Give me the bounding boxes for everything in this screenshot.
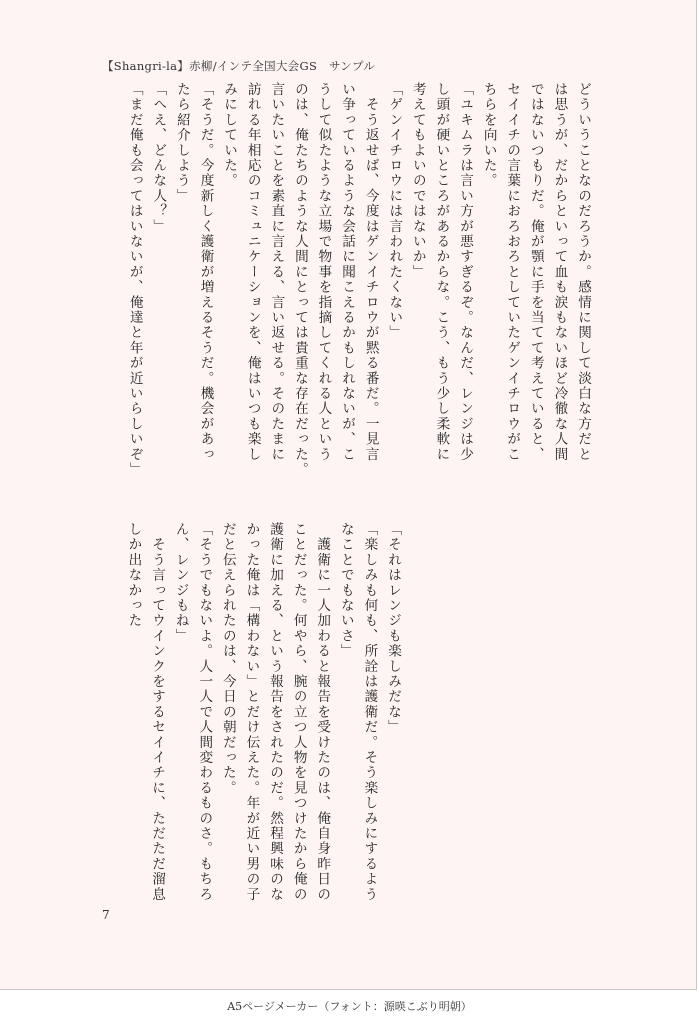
text-line: うして似たような立場で物事を指摘してくれる人という [315,82,332,462]
text-line: ん、レンジもね」 [172,522,189,644]
text-line: なことでもないさ」 [337,522,354,659]
text-line: ちらを向いた。 [480,82,497,189]
text-block-upper [122,82,594,482]
text-line: 「そうでもないよ。人一人で人間変わるものさ。もちろ [196,522,213,902]
text-line: ことだった。何やら、腕の立つ人物を見つけたから俺の [290,522,307,902]
text-line: そう言ってウインクをするセイイチに、ただただ溜息 [149,522,166,902]
text-line: 「ゲンイチロウには言われたくない」 [386,82,403,341]
text-line: しか出なかった [125,522,142,629]
text-line: みにしていた。 [221,82,238,189]
text-line: そう返せば、今度はゲンイチロウが黙る番だ。一見言 [362,82,379,462]
text-line: のは、俺たちのような人間にとっては貴重な存在だった。 [291,82,308,478]
text-line: かった俺は「構わない」とだけ伝えた。年が近い男の子 [243,522,260,902]
text-line: 護衛に一人加わると報告を受けたのは、俺自身昨日の [314,522,331,902]
page-header: 【Shangri-la】赤柳/インテ全国大会GS サンプル [102,59,376,73]
text-line: 「楽しみも何も、所詮は護衛だ。そう楽しみにするよう [361,522,378,902]
text-line: 「それはレンジも楽しみだな」 [385,522,401,735]
text-line: し頭が硬いところがあるからな。こう、もう少し柔軟に [433,82,450,462]
text-line: 訪れる年相応のコミュニケーションを、俺はいつも楽し [244,82,261,462]
text-line: セイイチの言葉におろおろとしていたゲンイチロウがこ [504,82,521,462]
text-line: 「まだ俺も会ってはいないが、俺達と年が近いらしいぞ」 [126,82,143,478]
text-line: 言いたいことを素直に言える、言い返せる。そのたまに [268,82,285,462]
text-line: 「ユキムラは言い方が悪すぎるぞ。なんだ、レンジは少 [457,82,474,462]
text-line: い争っているような会話に聞こえるかもしれないが、こ [339,82,356,462]
text-block-lower [121,522,404,922]
text-line: 「そうだ。今度新しく護衛が増えるそうだ。機会があっ [197,82,214,462]
text-line: 「へえ、どんな人？」 [150,82,167,234]
text-line: 考えてもよいのではないか」 [409,82,426,280]
text-line: どういうことなのだろうか。感情に関して淡白な方だと [575,82,591,462]
text-line: たら紹介しよう」 [173,82,190,204]
text-line: は思うが、だからといって血も涙もないほど冷徹な人間 [551,82,568,462]
text-line: だと伝えられたのは、今日の朝だった。 [219,522,236,796]
text-line: 護衛に加える、という報告をされたのだ。然程興味のな [267,522,284,902]
footer-credit: A5ページメーカー（フォント：源暎こぶり明朝） [227,1000,472,1013]
page-number: 7 [102,908,110,922]
text-line: ではないつもりだ。俺が顎に手を当てて考えていると、 [527,82,544,462]
